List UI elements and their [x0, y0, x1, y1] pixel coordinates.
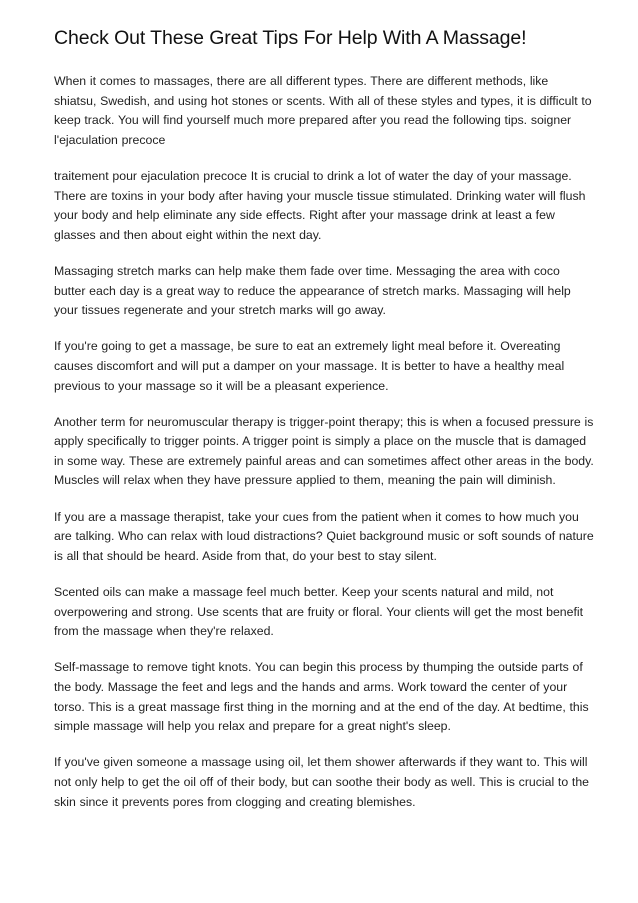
paragraph-6: If you are a massage therapist, take your cues from the patient when it comes to how much you are talking. Who can relax with loud distractions? Quiet background music or soft sounds of nature is all that should be heard. Aside from that, do your best to stay silent. — [54, 509, 594, 563]
paragraph-7: Scented oils can make a massage feel much better. Keep your scents natural and mild, not overpowering and strong. Use scents that are fruity or floral. Your clients will get the most benefit from the massage when they're relaxed. — [54, 585, 584, 639]
paragraph-1: When it comes to massages, there are all different types. There are different methods, like shiatsu, Swedish, and using hot stones or scents. With all of these styles and types, it is difficult to keep track. You will find yourself much more prepared after you read the following tips. soigner l'ejaculation precoce — [54, 74, 592, 147]
document-body — [54, 72, 594, 812]
paragraph-5: Another term for neuromuscular therapy is trigger-point therapy; this is when a focused pressure is apply specifically to trigger points. A trigger point is simply a place on the muscle that is damaged in some way. These are extremely painful areas and can sometimes affect other areas in the body. Muscles will relax when they have pressure applied to them, meaning the pain will diminish. — [54, 414, 594, 488]
paragraph-4: If you're going to get a massage, be sure to eat an extremely light meal before it. Overeating causes discomfort and will put a damper on your massage. It is better to have a healthy meal previous to your massage so it will be a pleasant experience. — [54, 339, 565, 393]
document-title: Check Out These Great Tips For Help With A Massage! — [54, 27, 527, 49]
paragraph-3: Massaging stretch marks can help make them fade over time. Messaging the area with coco butter each day is a great way to reduce the appearance of stretch marks. Massaging will help your tissues regenerate and your stretch marks will go away. — [54, 263, 571, 318]
paragraph-2: traitement pour ejaculation precoce It is crucial to drink a lot of water the day of your massage. There are toxins in your body after having your muscle tissue stimulated. Drinking water will flush your body and help eliminate any side effects. Right after your massage drink at least a few glasses and then about eight within the next day. — [54, 168, 586, 242]
paragraph-8: Self-massage to remove tight knots. You can begin this process by thumping the outside parts of the body. Massage the feet and legs and the hands and arms. Work toward the center of your torso. This is a great massage first thing in the morning and at the end of the day. At bedtime, this simple massage will help you relax and prepare for a great night's sleep. — [54, 660, 589, 734]
paragraph-9: If you've given someone a massage using oil, let them shower afterwards if they want to. This will not only help to get the oil off of their body, but can soothe their body as well. This is crucial to the skin since it prevents pores from clogging and creating blemishes. — [54, 755, 589, 809]
